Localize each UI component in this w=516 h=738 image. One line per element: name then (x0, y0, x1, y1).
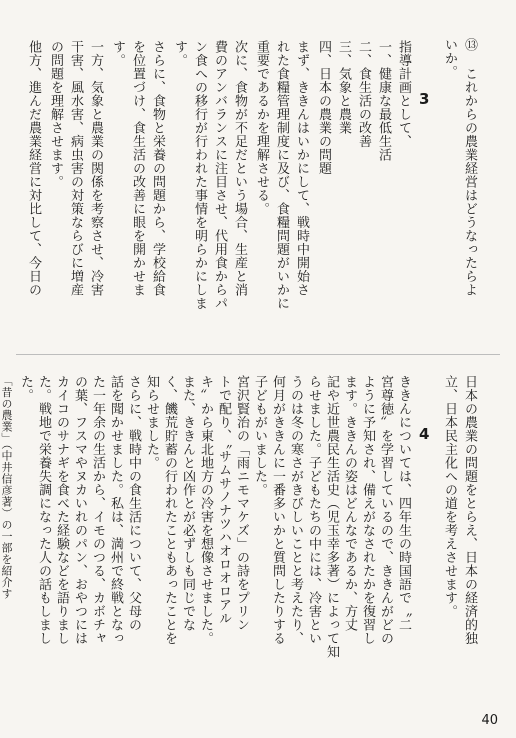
body-line: 干害、風水害、病虫害の対策ならびに増産 (68, 40, 83, 297)
body-line: 四、日本の農業の問題 (316, 40, 331, 175)
body-line: また、ききんと凶作とが必ずしも同じでな (180, 375, 195, 632)
body-line: 記や近世農民生活史（児玉幸多著）によって知 (324, 375, 339, 659)
body-line: さらに、食物と栄養の問題から、学校給食 (150, 40, 165, 297)
section-divider (16, 354, 500, 355)
body-line: た一年余の生活から、イモのつる、カボチャ (90, 375, 105, 645)
body-line: 一、健康な最低生活 (376, 40, 391, 162)
body-line: カイコのサナギを食べた経験などを語りまし (54, 375, 69, 645)
body-line: 宮尊徳〟を学習しているので、ききんがどの (378, 375, 393, 645)
body-line: を位置づけ、食生活の改善に眼を開かせま (130, 40, 145, 297)
body-line: の葉、フスマやヌカいれのパン、おやつには (72, 375, 87, 645)
body-line: の問題を理解させます。 (48, 40, 63, 189)
body-line: 何月がききんに一番多いかと質問したりする (270, 375, 285, 645)
body-line: らせました。子どもたちの中には、冷害とい (306, 375, 321, 645)
body-line: 知らせました。 (144, 375, 159, 470)
body-line: 話を聞かせました。私は、満州で終戦となっ (108, 375, 123, 645)
body-line: 一方、気象と農業の関係を考察させ、冷害 (88, 40, 103, 297)
body-line: れた食糧管理制度に及び、食糧問題がいかに (274, 40, 289, 310)
body-line: す。 (172, 40, 187, 67)
body-line: 立、日本民主化への道を考えさせます。 (442, 375, 457, 618)
body-line: す。 (110, 40, 125, 67)
body-line: キ〟から東北地方の冷害を想像させました。 (198, 375, 213, 645)
body-line: 宮沢賢治の「雨ニモマケズ」の詩をプリン (234, 375, 249, 632)
body-line: 三、気象と農業 (336, 40, 351, 135)
body-line: た。 (18, 375, 33, 402)
body-line: 子どもがいました。 (252, 375, 267, 497)
body-line: トで配り、〝サムサノナツハオロオロアル (216, 375, 231, 625)
body-line: ます。ききんの姿はどんなであるか、方丈 (342, 375, 357, 632)
body-line: 次に、食物が不足だという場合、生産と消 (232, 40, 247, 297)
body-line: た。戦地で栄養失調になった人の話もしまし (36, 375, 51, 645)
body-line: まず、ききんはいかにして、戦時中開始さ (294, 40, 309, 297)
section-number-3: 3 (419, 90, 430, 108)
body-line: 日本の農業の問題をとらえ、日本の経済的独 (462, 375, 477, 645)
body-line: 重要であるかを理解させる。 (254, 40, 269, 216)
body-line: 二、食生活の改善 (356, 40, 371, 148)
body-line: ン食への移行が行われた事情を明らかにしま (192, 40, 207, 310)
question-line-2: いか。 (442, 38, 457, 79)
body-line: 他方、進んだ農業経営に対比して、今日の (26, 40, 41, 297)
body-line: ききんについては、四年生の時国語で〝二 (396, 375, 411, 632)
page-number: 40 (481, 713, 498, 728)
body-line: ように予知され、備えがなされたかを復習し (360, 375, 375, 645)
body-line: うのは冬の寒さがきびしいことと考えたり、 (288, 375, 303, 645)
body-line: 費のアンバランスに注目させ、代用食からパ (212, 40, 227, 310)
body-line: 「昔の農業」（中井信彦著）の一部を紹介す (0, 375, 13, 600)
body-line: く、饑荒貯蓄の行われたこともあったことを (162, 375, 177, 645)
question-line-1: ⑬ これからの農業経営はどうなったらよ (462, 38, 477, 297)
body-line: 指導計画として、 (396, 40, 411, 148)
section-number-4: 4 (419, 425, 430, 443)
body-line: さらに、戦時中の食生活について、父母の (126, 375, 141, 632)
